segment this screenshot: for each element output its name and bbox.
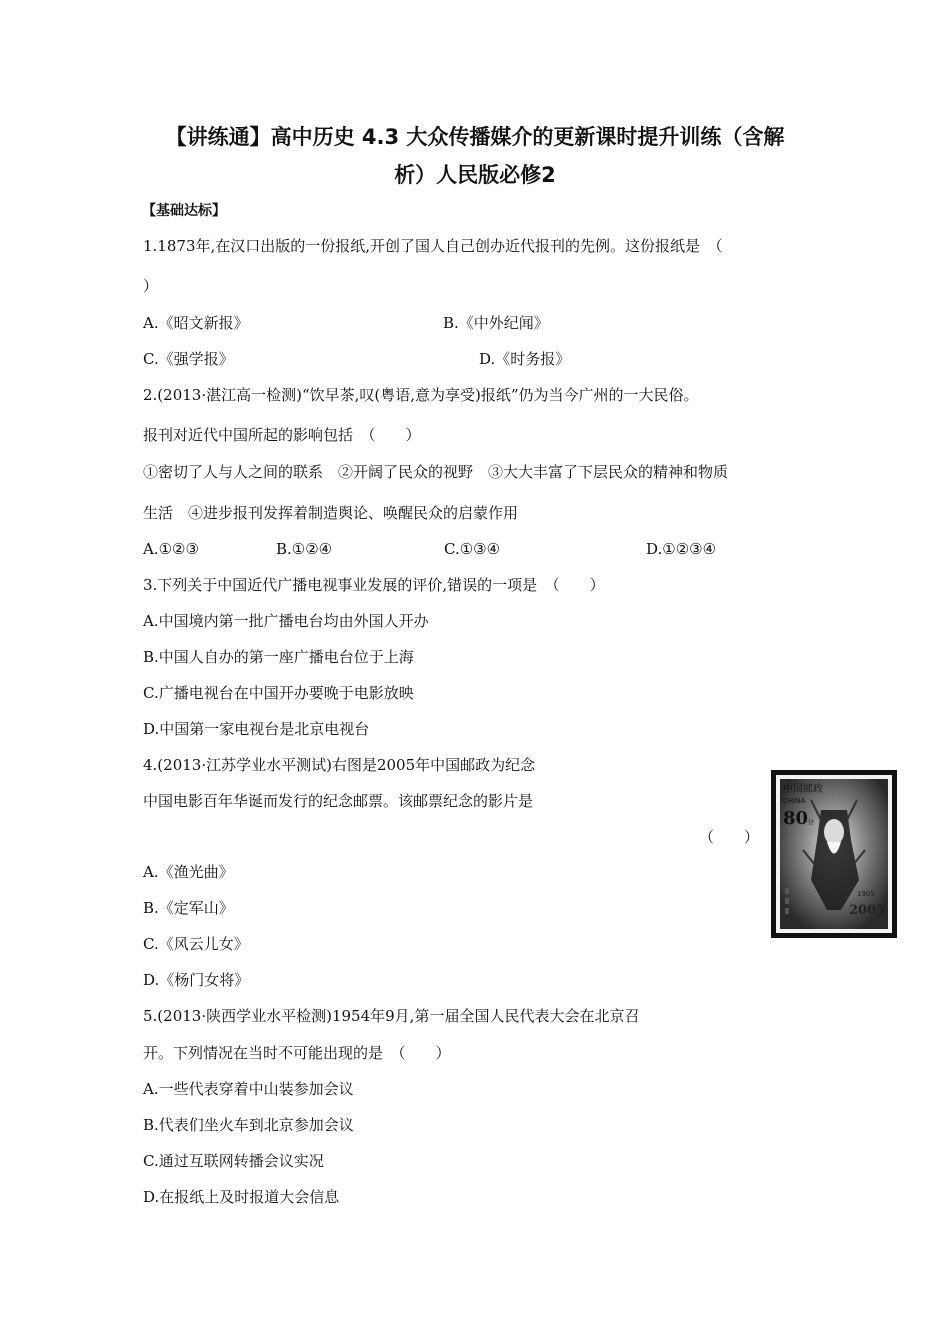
stamp-country: 中国邮政 bbox=[783, 784, 823, 795]
q1-option-d: D.《时务报》 bbox=[479, 350, 571, 368]
q5-stem-line-1: 5.(2013·陕西学业水平检测)1954年9月,第一届全国人民代表大会在北京召 bbox=[143, 1007, 640, 1025]
stamp-country-en: CHINA bbox=[783, 797, 806, 805]
q4-stem-line-1: 4.(2013·江苏学业水平测试)右图是2005年中国邮政为纪念 bbox=[143, 756, 536, 774]
q1-option-b: B.《中外纪闻》 bbox=[443, 314, 549, 332]
q5-option-c: C.通过互联网转播会议实况 bbox=[143, 1152, 324, 1170]
q4-option-b: B.《定军山》 bbox=[143, 899, 234, 917]
q2-option-d: D.①②③④ bbox=[646, 540, 717, 558]
q2-option-a: A.①②③ bbox=[143, 540, 199, 558]
document-title bbox=[120, 118, 830, 194]
section-heading: 【基础达标】 bbox=[142, 203, 226, 219]
q1-option-c: C.《强学报》 bbox=[143, 350, 234, 368]
q1-stem-line-2: ） bbox=[143, 277, 159, 295]
q5-option-a: A.一些代表穿着中山装参加会议 bbox=[143, 1080, 354, 1098]
q3-option-a: A.中国境内第一批广播电台均由外国人开办 bbox=[143, 612, 429, 630]
q5-option-b: B.代表们坐火车到北京参加会议 bbox=[143, 1116, 354, 1134]
q4-option-d: D.《杨门女将》 bbox=[143, 971, 250, 989]
stamp-value: 80 bbox=[783, 808, 809, 829]
stamp-unit: 分 bbox=[807, 818, 814, 826]
q4-option-c: C.《风云儿女》 bbox=[143, 935, 249, 953]
q3-option-c: C.广播电视台在中国开办要晚于电影放映 bbox=[143, 684, 414, 702]
q3-option-d: D.中国第一家电视台是北京电视台 bbox=[143, 720, 370, 738]
q2-option-b: B.①②④ bbox=[276, 540, 333, 558]
q1-stem-line-1: 1.1873年,在汉口出版的一份报纸,开创了国人自己创办近代报刊的先例。这份报纸是 （ bbox=[143, 237, 723, 255]
stamp-year-end: 2005 bbox=[849, 903, 886, 918]
q4-stem-line-2: 中国电影百年华诞而发行的纪念邮票。该邮票纪念的影片是 bbox=[143, 792, 534, 810]
q4-answer-paren: （ ） bbox=[699, 828, 760, 846]
title-line-1: 【讲练通】高中历史 4.3 大众传播媒介的更新课时提升训练（含解 bbox=[165, 125, 785, 149]
q3-option-b: B.中国人自办的第一座广播电台位于上海 bbox=[143, 648, 414, 666]
q4-option-a: A.《渔光曲》 bbox=[143, 863, 234, 881]
q3-stem: 3.下列关于中国近代广播电视事业发展的评价,错误的一项是 （ ） bbox=[143, 576, 605, 594]
q2-items-line-2: 生活 ④进步报刊发挥着制造舆论、唤醒民众的启蒙作用 bbox=[143, 504, 519, 522]
title-line-2: 析）人民版必修2 bbox=[394, 163, 556, 187]
stamp-year-start: 1905 bbox=[857, 890, 875, 898]
q5-option-d: D.在报纸上及时报道大会信息 bbox=[143, 1188, 340, 1206]
commemorative-stamp-image bbox=[771, 770, 897, 938]
q2-stem-line-2: 报刊对近代中国所起的影响包括 （ ） bbox=[143, 426, 421, 444]
q2-option-c: C.①③④ bbox=[444, 540, 501, 558]
q5-stem-line-2: 开。下列情况在当时不可能出现的是 （ ） bbox=[143, 1044, 451, 1062]
q1-option-a: A.《昭文新报》 bbox=[143, 314, 249, 332]
q2-stem-line-1: 2.(2013·湛江高一检测)“饮早茶,叹(粤语,意为享受)报纸”仍为当今广州的一大民俗。 bbox=[143, 386, 699, 404]
q2-items-line-1: ①密切了人与人之间的联系 ②开阔了民众的视野 ③大大丰富了下层民众的精神和物质 bbox=[143, 463, 729, 481]
